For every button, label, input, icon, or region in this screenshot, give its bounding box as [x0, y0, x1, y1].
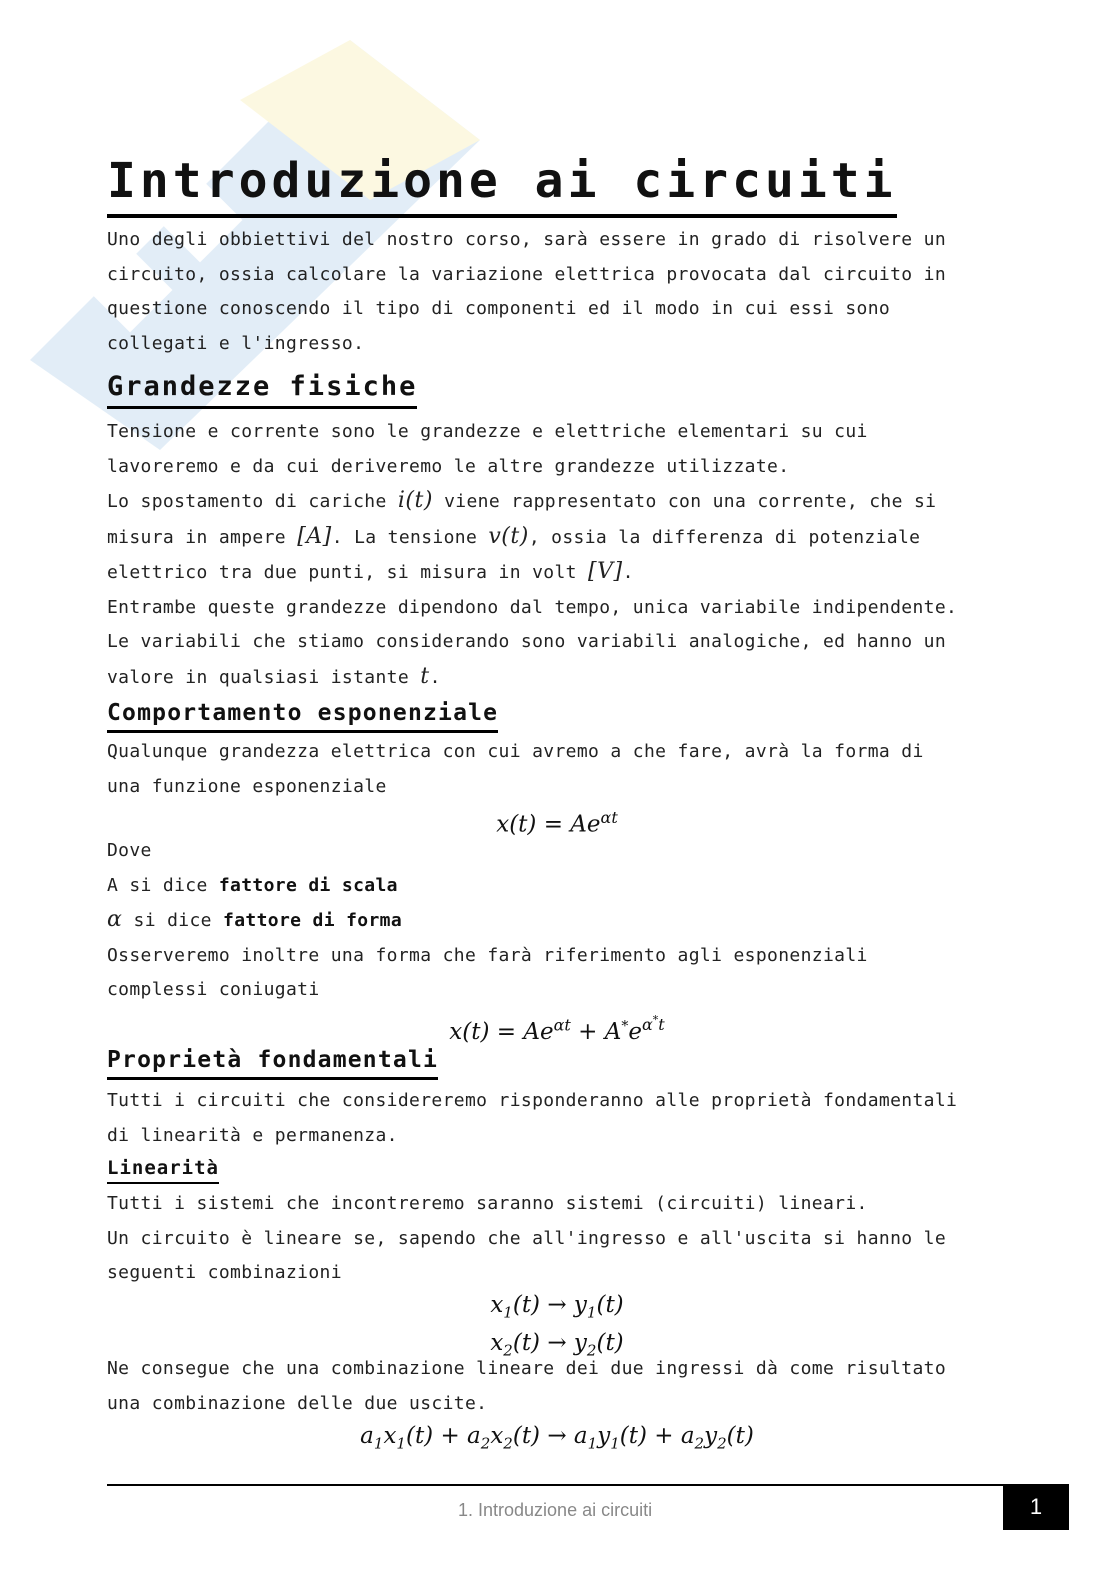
text-span: A si dice — [107, 874, 219, 896]
linearita-paragraph — [107, 1187, 1007, 1291]
math-alpha: α — [107, 907, 123, 932]
text-span: misura in ampere — [107, 526, 298, 548]
esponenziale-definitions — [107, 834, 1007, 1008]
esponenziale-paragraph — [107, 735, 1007, 804]
text-line: una combinazione delle due uscite. — [107, 1392, 488, 1414]
math-time: t — [420, 663, 430, 689]
text-span: . La tensione — [331, 526, 489, 548]
equation-line: $a_1x_1(t) + a_2x_2(t) \to a_1y_1(t) + a_2y_2(t)$ — [360, 1423, 754, 1453]
intro-line: circuito, ossia calcolare la variazione elettrica provocata dal circuito in — [107, 263, 947, 285]
section-esponenziale — [107, 696, 1007, 733]
equation-linear-combination — [107, 1421, 1007, 1459]
text-line: Tensione e corrente sono le grandezze e elettriche elementari su cui — [107, 421, 868, 442]
section-heading-grandezze: Grandezze fisiche — [107, 368, 417, 409]
text-line: lavoreremo e da cui deriveremo le altre grandezze utilizzate. — [107, 455, 790, 477]
intro-line: collegati e l'ingresso. — [107, 332, 365, 354]
text-line: Osserveremo inoltre una forma che farà riferimento agli esponenziali — [107, 944, 868, 966]
page-number: 1 — [1003, 1484, 1069, 1530]
section-heading-esponenziale: Comportamento esponenziale — [107, 696, 498, 733]
text-line: Tutti i circuiti che considereremo risponderanno alle proprietà fondamentali — [107, 1090, 958, 1111]
term-shape-factor: fattore di forma — [223, 910, 403, 931]
term-scale-factor: fattore di scala — [218, 874, 398, 896]
math-voltage: v(t) — [488, 523, 529, 549]
text-line: Le variabili che stiamo considerando sono variabili analogiche, ed hanno un — [107, 631, 947, 652]
text-line — [107, 520, 1007, 556]
text-line: Tutti i sistemi che incontreremo saranno sistemi (circuiti) lineari. — [107, 1193, 868, 1214]
linearita-conclusion — [107, 1352, 1007, 1421]
text-line: Ne consegue che una combinazione lineare dei due ingressi dà come risultato — [107, 1358, 947, 1379]
equation-line: $x(t) = Ae^{\alpha t}$ — [496, 808, 618, 838]
text-line: Qualunque grandezza elettrica con cui avremo a che fare, avrà la forma di — [107, 741, 924, 762]
equation-line: $x_1(t) \to y_1(t)$ — [490, 1292, 624, 1322]
equation-conjugate — [107, 1006, 1007, 1047]
text-span: Lo spostamento di cariche — [107, 491, 398, 512]
text-span: viene rappresentato con una corrente, che si — [432, 491, 937, 512]
footer-divider — [107, 1484, 1042, 1486]
text-line — [107, 660, 1007, 696]
text-span: elettrico tra due punti, si misura in volt — [107, 562, 589, 583]
text-line — [107, 484, 1007, 520]
grandezze-paragraph — [107, 415, 1007, 695]
footer-chapter: 1. Introduzione ai circuiti — [458, 1500, 653, 1520]
text-line: Dove — [107, 840, 152, 861]
proprieta-paragraph — [107, 1084, 1007, 1153]
text-line: complessi coniugati — [107, 979, 320, 1000]
text-line: Un circuito è lineare se, sapendo che all'ingresso e all'uscita si hanno le — [107, 1227, 947, 1249]
intro-line: questione conoscendo il tipo di componenti ed il modo in cui essi sono — [107, 298, 891, 319]
math-unit-ampere: [A] — [297, 523, 332, 549]
text-line: di linearità e permanenza. — [107, 1124, 398, 1146]
text-line: seguenti combinazioni — [107, 1262, 342, 1283]
page-title: Introduzione ai circuiti — [107, 150, 897, 218]
section-heading-linearita: Linearità — [107, 1154, 219, 1184]
text-span: , ossia la differenza di potenziale — [528, 526, 921, 548]
section-grandezze — [107, 368, 1007, 409]
math-unit-volt: [V] — [588, 559, 623, 584]
equation-line: $x(t) = Ae^{\alpha t} + A^*e^{\alpha^*t}$ — [449, 1014, 665, 1045]
section-proprieta — [107, 1043, 1007, 1080]
equation-line: $x_2(t) \to y_2(t)$ — [490, 1329, 624, 1360]
text-line — [107, 903, 1007, 939]
text-line: Entrambe queste grandezze dipendono dal tempo, unica variabile indipendente. — [107, 596, 958, 618]
math-current: i(t) — [397, 488, 433, 513]
text-span: . — [622, 562, 634, 583]
intro-line: Uno degli obbiettivi del nostro corso, sarà essere in grado di risolvere un — [107, 229, 947, 250]
text-span: . — [429, 666, 441, 688]
section-heading-proprieta: Proprietà fondamentali — [107, 1043, 438, 1080]
intro-paragraph — [107, 223, 1007, 361]
section-linearita — [107, 1154, 1007, 1184]
text-line — [107, 555, 1007, 591]
text-line — [107, 869, 1007, 904]
text-span: si dice — [122, 910, 224, 931]
text-line: una funzione esponenziale — [107, 775, 387, 797]
text-span: valore in qualsiasi istante — [107, 666, 421, 688]
